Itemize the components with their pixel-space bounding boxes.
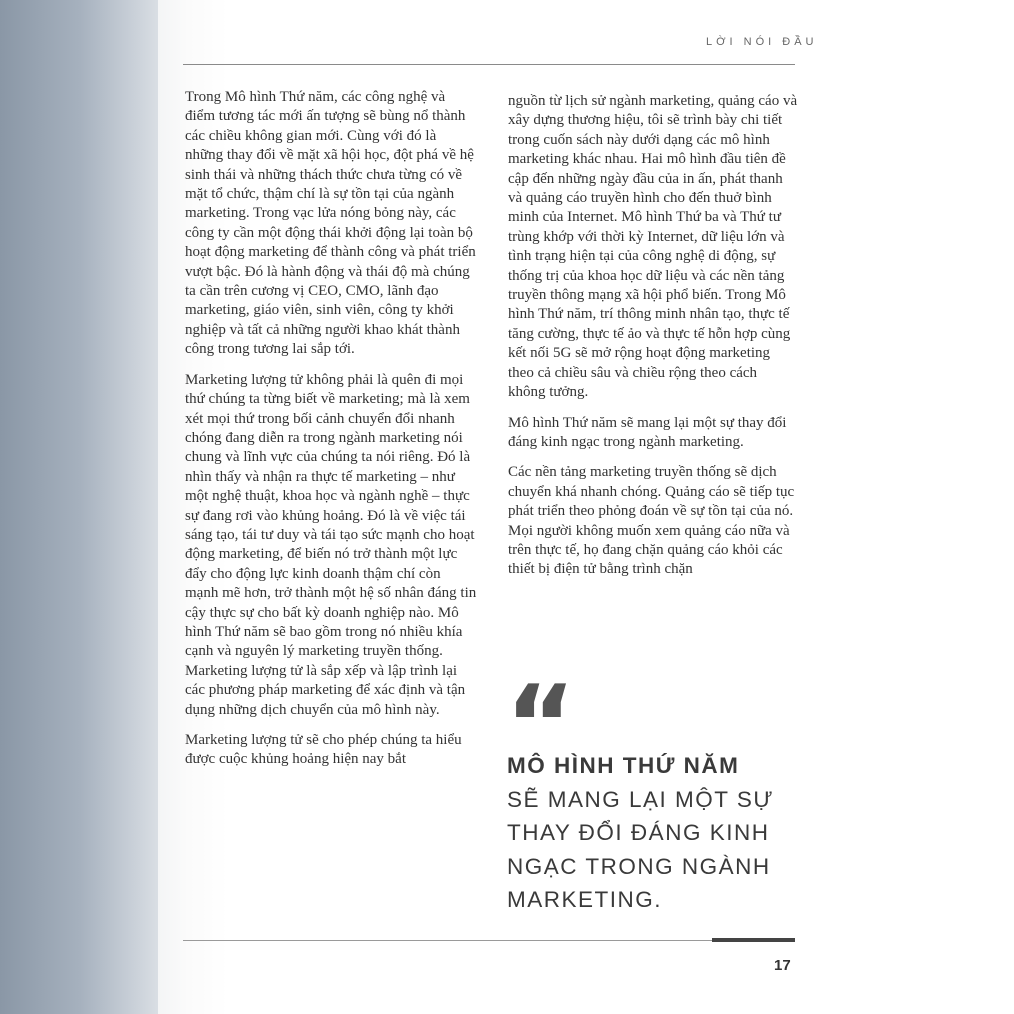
right-text-column	[508, 92, 798, 591]
header-rule	[183, 64, 795, 65]
body-paragraph: Mô hình Thứ năm sẽ mang lại một sự thay đổi đáng kinh ngạc trong ngành marketing.	[508, 414, 787, 450]
body-paragraph: Trong Mô hình Thứ năm, các công nghệ và điểm tương tác mới ấn tượng sẽ bùng nổ thành các chiều không gian mới. Cùng với đó là những thay đổi về mặt xã hội học, đột phá về hệ sinh thái và những thách thức chưa từng có về mặt tổ chức, thậm chí là sự tồn tại của ngành marketing. Trong vạc lửa nóng bỏng này, các công ty cần một động thái khởi động lại toàn bộ hoạt động marketing để thành công và phát triển vượt bậc. Đó là hành động và thái độ mà chúng ta cần trên cương vị CEO, CMO, lãnh đạo marketing, giáo viên, sinh viên, công ty khởi nghiệp và tất cả những người khao khát thành công trong tương lai sắp tới.	[185, 89, 476, 358]
left-text-column	[185, 88, 477, 781]
body-paragraph: Marketing lượng tử sẽ cho phép chúng ta hiểu được cuộc khủng hoảng hiện nay bắt	[185, 732, 462, 768]
pull-quote	[507, 749, 807, 917]
page-number: 17	[774, 957, 791, 974]
body-paragraph: Marketing lượng tử không phải là quên đi mọi thứ chúng ta từng biết về marketing; mà là xem xét mọi thứ trong bối cảnh chuyển đổi nhanh chóng đang diễn ra trong ngành marketing nói chung và lĩnh vực của chúng ta nói riêng. Đó là nhìn thấy và nhận ra thực tế marketing – như một nghệ thuật, khoa học và ngành nghề – thực sự đang rơi vào khủng hoảng. Đó là về việc tái sáng tạo, tái tư duy và tái tạo sức mạnh cho hoạt động marketing, để biến nó trở thành một lực đẩy cho động lực kinh doanh thậm chí còn mạnh mẽ hơn, trở thành một hệ số nhân đáng tin cậy thực sự cho bất kỳ doanh nghiệp nào. Mô hình Thứ năm sẽ bao gồm trong nó nhiều khía cạnh và nguyên lý marketing truyền thống. Marketing lượng tử là sắp xếp và lập trình lại các phương pháp marketing để xác định và tận dụng những dịch chuyển của mô hình này.	[185, 371, 477, 718]
footer-rule-accent	[712, 938, 795, 942]
running-header: LỜI NÓI ĐẦU	[706, 36, 818, 48]
pull-quote-bold-line: MÔ HÌNH THỨ NĂM	[507, 753, 740, 778]
pull-quote-text: SẼ MANG LẠI MỘT SỰ THAY ĐỔI ĐÁNG KINH NGẠC TRONG NGÀNH MARKETING.	[507, 786, 775, 912]
quote-mark-icon: “	[505, 663, 576, 788]
body-paragraph: nguồn từ lịch sử ngành marketing, quảng cáo và xây dựng thương hiệu, tôi sẽ trình bày chi tiết trong cuốn sách này dưới dạng các mô hình marketing khác nhau. Hai mô hình đầu tiên đề cập đến những ngày đầu của in ấn, phát thanh và quảng cáo truyền hình cho đến thuở bình minh của Internet. Mô hình Thứ ba và Thứ tư trùng khớp với thời kỳ Internet, dữ liệu lớn và tình trạng hiện tại của công nghệ di động, sự thống trị của khoa học dữ liệu và các nền tảng truyền thông mạng xã hội phổ biến. Trong Mô hình Thứ năm, trí thông minh nhân tạo, thực tế tăng cường, thực tế ảo và thực tế hỗn hợp cùng kết nối 5G sẽ mở rộng hoạt động marketing theo cả chiều sâu và chiều rộng theo cách không tưởng.	[508, 93, 798, 401]
body-paragraph: Các nền tảng marketing truyền thống sẽ dịch chuyển khá nhanh chóng. Quảng cáo sẽ tiếp tục phát triển theo phỏng đoán về sự tồn tại của nó. Mọi người không muốn xem quảng cáo nữa và trên thực tế, họ đang chặn quảng cáo khỏi các thiết bị điện tử bằng trình chặn	[508, 464, 795, 578]
footer-rule	[183, 940, 795, 941]
